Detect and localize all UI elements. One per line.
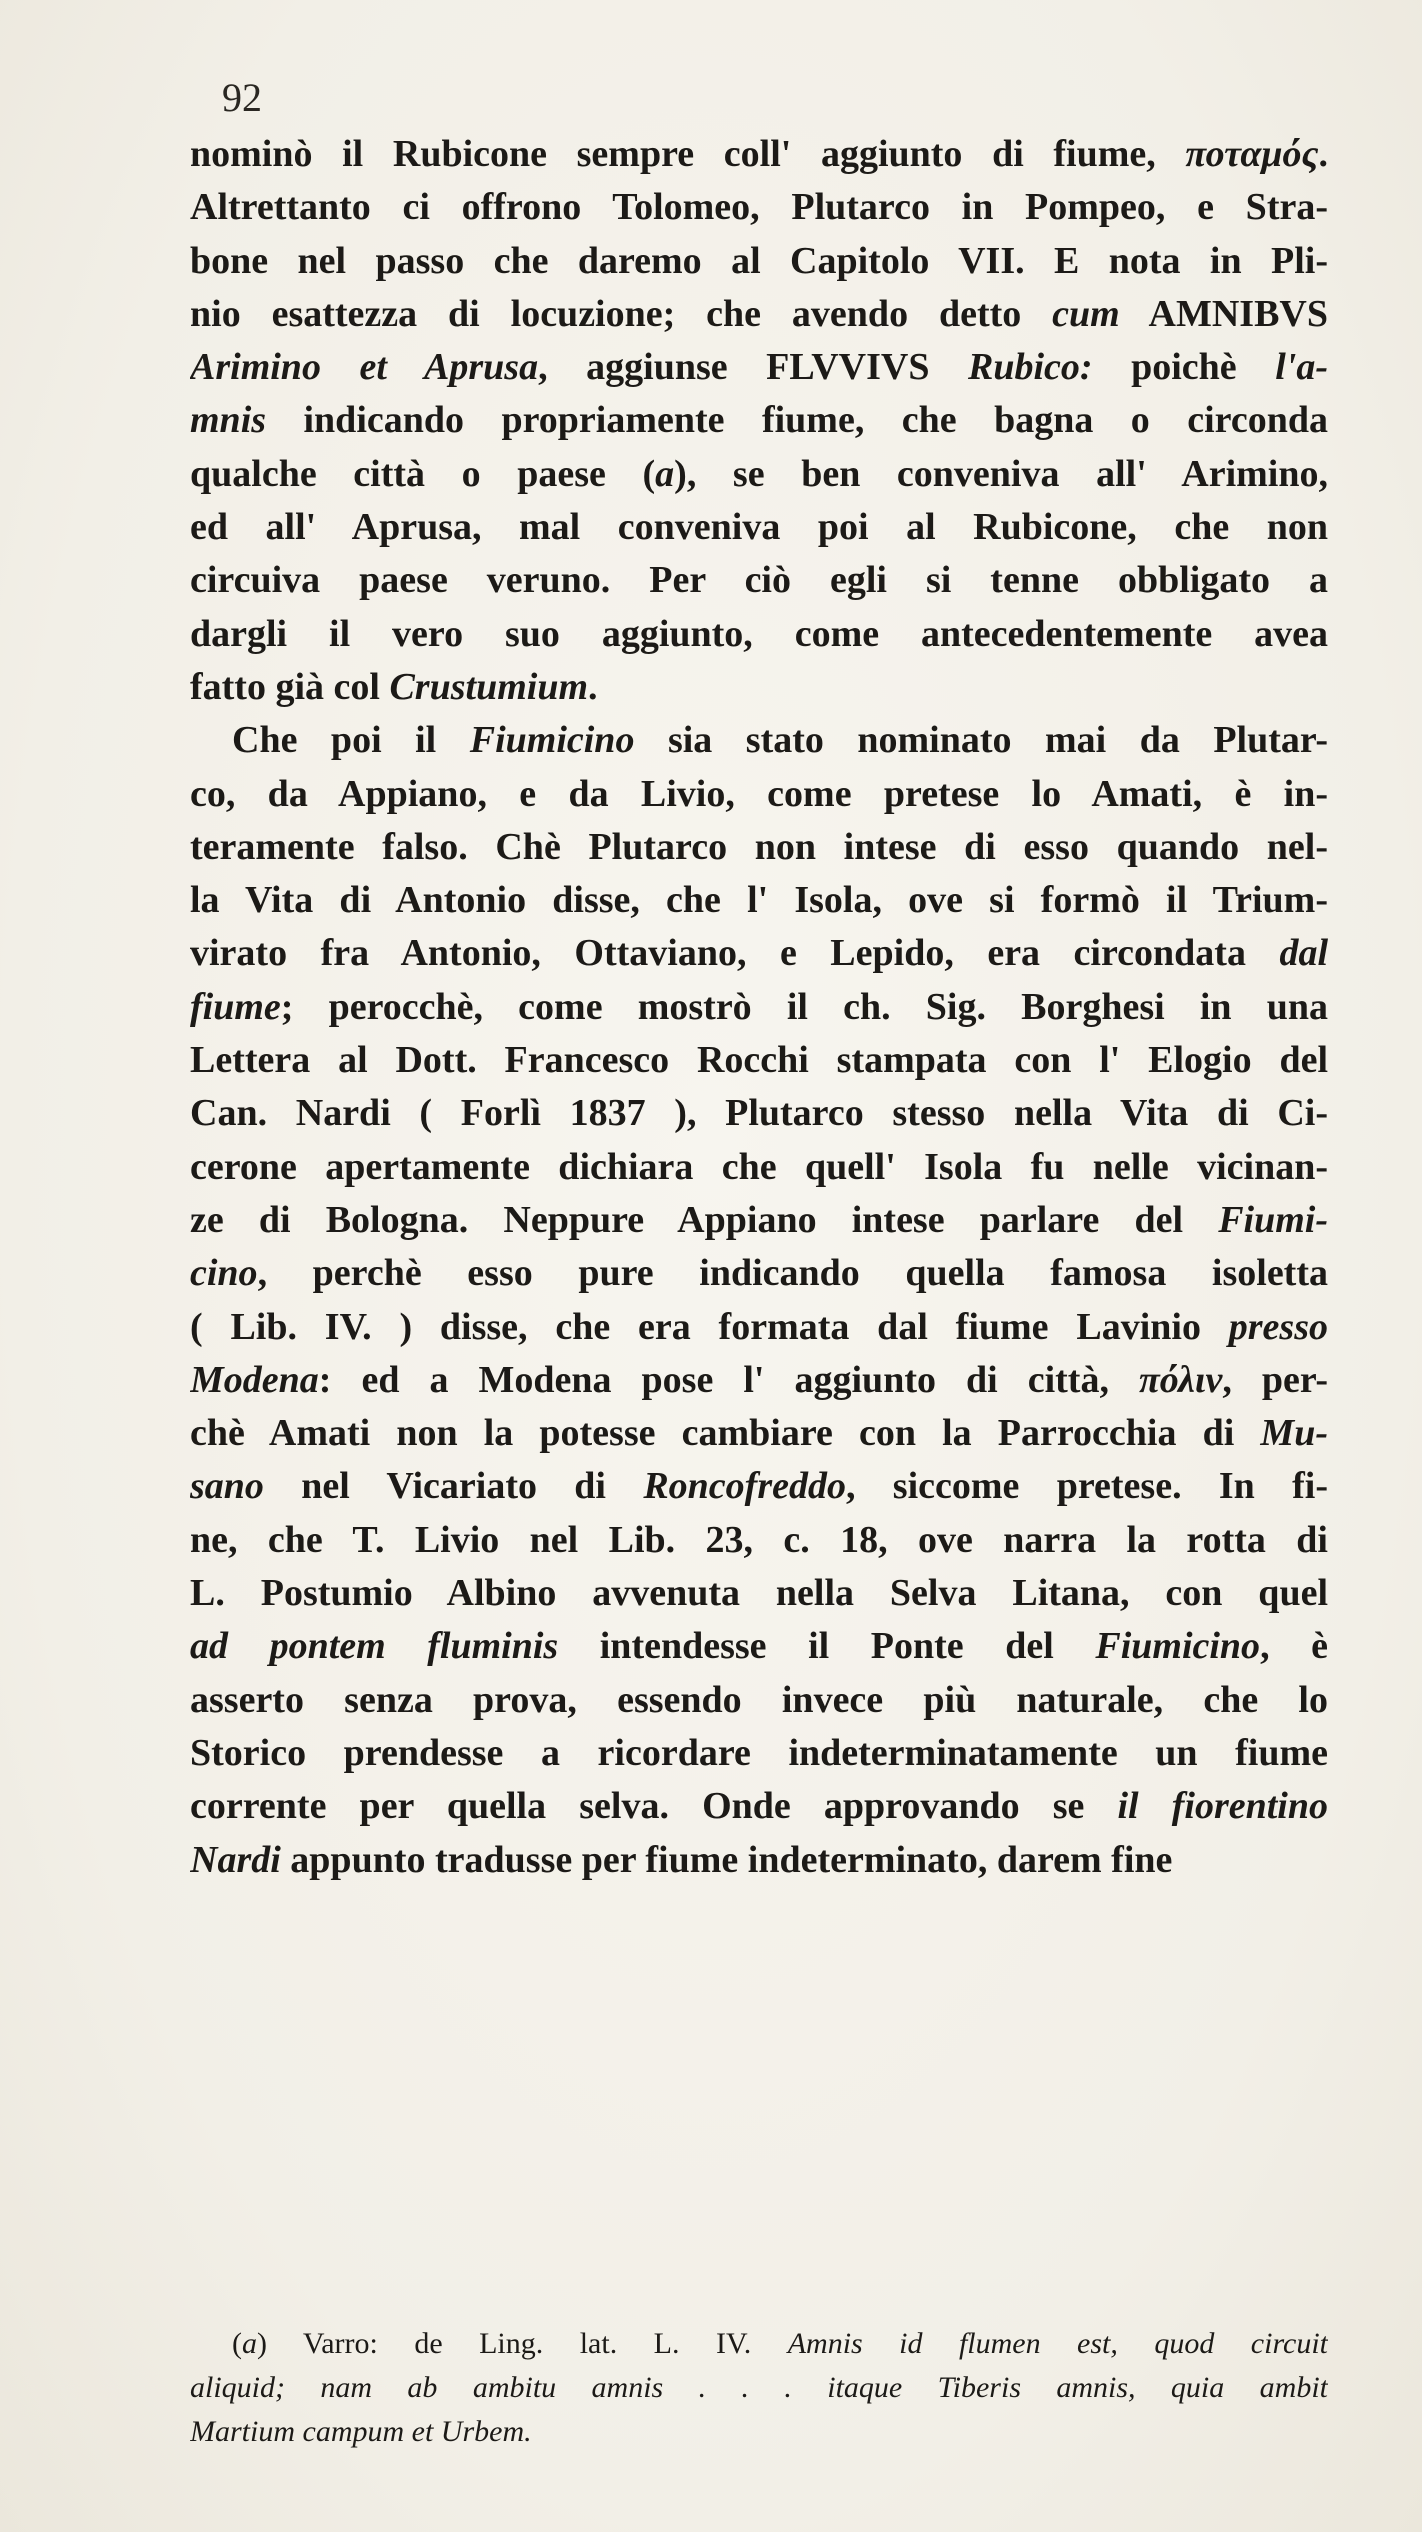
text-run: ποταμός: [1185, 133, 1319, 175]
text-run: ), se ben conveniva all' Arimino,: [674, 452, 1328, 495]
text-run: ( Lib. IV. ) disse, che era formata dal fiume Lavinio: [190, 1305, 1229, 1348]
text-line: [190, 1674, 1328, 1727]
text-run: a: [655, 452, 675, 495]
text-line: [190, 1194, 1328, 1247]
text-line: [190, 501, 1328, 554]
text-run: virato fra Antonio, Ottaviano, e Lepido, era circondata: [190, 932, 1280, 975]
footnote-line: [190, 2410, 1328, 2454]
text-run: nel Vicariato di: [263, 1465, 644, 1508]
text-run: cum: [1052, 292, 1120, 335]
text-run: ; perocchè, come mostrò il ch. Sig. Borghesi in una: [280, 985, 1328, 1028]
text-run: Rubico:: [968, 346, 1093, 389]
text-run: cino: [190, 1252, 258, 1295]
text-run: , aggiunse FLVVIVS: [538, 346, 969, 389]
text-line: [190, 1407, 1328, 1460]
text-run: l'a-: [1275, 346, 1328, 389]
text-run: : ed a Modena pose l' aggiunto di città,: [318, 1358, 1139, 1401]
text-run: ) Varro: de Ling. lat. L. IV.: [257, 2327, 788, 2360]
text-run: cerone apertamente dichiara che quell' Isola fu nelle vicinan-: [190, 1145, 1328, 1188]
text-line: [190, 181, 1328, 234]
text-run: il fiorentino: [1117, 1785, 1328, 1828]
text-run: ed all' Aprusa, mal conveniva poi al Rubicone, che non: [190, 506, 1328, 549]
footnote: [190, 2322, 1328, 2454]
text-line: [190, 1247, 1328, 1300]
text-run: intendesse il Ponte del: [558, 1625, 1096, 1668]
text-run: sia stato nominato mai da Plutar-: [634, 719, 1328, 762]
footnote-line: [190, 2322, 1328, 2366]
text-run: Roncofreddo: [643, 1465, 846, 1508]
text-run: Altrettanto ci offrono Tolomeo, Plutarco in Pompeo, e Stra-: [190, 186, 1328, 229]
text-line: [190, 714, 1328, 767]
text-run: Che poi il: [232, 719, 470, 762]
text-run: indicando propriamente fiume, che bagna o circonda: [266, 399, 1328, 442]
text-run: la Vita di Antonio disse, che l' Isola, ove si formò il Trium-: [190, 879, 1328, 922]
text-run: bone nel passo che daremo al Capitolo VII. E nota in Pli-: [190, 239, 1328, 282]
body-text: [190, 128, 1328, 1887]
text-run: chè Amati non la potesse cambiare con la Parrocchia di: [190, 1412, 1261, 1455]
text-line: [190, 1087, 1328, 1140]
text-run: πόλιν: [1138, 1358, 1223, 1401]
text-run: Fiumi-: [1218, 1198, 1328, 1241]
text-run: qualche città o paese (: [190, 452, 656, 495]
text-run: nio esattezza di locuzione; che avendo detto: [190, 292, 1053, 335]
text-run: (: [232, 2327, 242, 2360]
text-line: [190, 1354, 1328, 1407]
text-run: .: [588, 665, 598, 708]
text-line: [190, 1567, 1328, 1620]
text-run: ad pontem fluminis: [190, 1625, 559, 1668]
text-run: Can. Nardi ( Forlì 1837 ), Plutarco stesso nella Vita di Ci-: [190, 1092, 1328, 1135]
text-line: [190, 1301, 1328, 1354]
text-run: L. Postumio Albino avvenuta nella Selva Litana, con quel: [190, 1572, 1328, 1615]
text-line: [190, 394, 1328, 447]
text-line: [190, 1620, 1328, 1673]
text-run: Fiumicino: [469, 719, 635, 762]
text-run: Martium campum et Urbem.: [190, 2415, 532, 2448]
text-run: Modena: [190, 1358, 319, 1401]
text-run: mnis: [190, 399, 267, 442]
text-run: appunto tradusse per fiume indeterminato, darem fine: [280, 1838, 1173, 1881]
text-line: [190, 235, 1328, 288]
text-line: [190, 1780, 1328, 1833]
text-run: Lettera al Dott. Francesco Rocchi stampata con l' Elogio del: [190, 1039, 1328, 1082]
text-line: [190, 768, 1328, 821]
text-line: [190, 1034, 1328, 1087]
text-line: [190, 927, 1328, 980]
text-run: dargli il vero suo aggiunto, come antecedentemente avea: [190, 612, 1328, 655]
text-line: [190, 1460, 1328, 1513]
text-run: teramente falso. Chè Plutarco non intese di esso quando nel-: [190, 825, 1328, 868]
text-run: sano: [190, 1465, 264, 1508]
text-line: [190, 1514, 1328, 1567]
footnote-line: [190, 2366, 1328, 2410]
text-run: aliquid; nam ab ambitu amnis . . . itaque Tiberis amnis, quia ambit: [190, 2371, 1328, 2404]
text-run: Nardi: [190, 1838, 281, 1881]
text-line: [190, 981, 1328, 1034]
text-run: Mu-: [1260, 1412, 1328, 1455]
text-run: Storico prendesse a ricordare indeterminatamente un fiume: [190, 1731, 1328, 1774]
text-line: [190, 1141, 1328, 1194]
text-run: .: [1318, 133, 1328, 175]
text-run: , perchè esso pure indicando quella famosa isoletta: [257, 1252, 1328, 1295]
text-line: [190, 341, 1328, 394]
text-run: a: [242, 2327, 257, 2360]
text-run: fiume: [190, 985, 281, 1028]
text-run: circuiva paese veruno. Per ciò egli si tenne obbligato a: [190, 559, 1328, 602]
text-run: , per-: [1222, 1358, 1328, 1401]
text-run: asserto senza prova, essendo invece più naturale, che lo: [190, 1678, 1328, 1721]
text-run: Arimino et Aprusa: [190, 346, 539, 389]
text-line: [190, 821, 1328, 874]
text-run: Amnis id flumen est, quod circuit: [787, 2327, 1328, 2360]
text-run: dal: [1279, 932, 1328, 975]
text-line: [190, 874, 1328, 927]
text-line: [190, 128, 1328, 181]
text-run: AMNIBVS: [1119, 292, 1328, 335]
text-line: [190, 448, 1328, 501]
text-line: [190, 1834, 1328, 1887]
text-line: [190, 288, 1328, 341]
text-line: [190, 1727, 1328, 1780]
text-run: corrente per quella selva. Onde approvando se: [190, 1785, 1118, 1828]
text-run: Crustumium: [389, 665, 589, 708]
text-line: [190, 661, 1328, 714]
text-run: ne, che T. Livio nel Lib. 23, c. 18, ove narra la rotta di: [190, 1518, 1328, 1561]
text-run: ze di Bologna. Neppure Appiano intese parlare del: [190, 1198, 1219, 1241]
text-run: co, da Appiano, e da Livio, come pretese lo Amati, è in-: [190, 772, 1328, 815]
text-run: , è: [1260, 1625, 1328, 1668]
text-run: Fiumicino: [1095, 1625, 1261, 1668]
text-run: , siccome pretese. In fi-: [845, 1465, 1328, 1508]
text-line: [190, 554, 1328, 607]
text-run: fatto già col: [190, 665, 390, 708]
page-number: 92: [222, 75, 262, 120]
text-run: poichè: [1092, 346, 1276, 389]
text-run: presso: [1228, 1305, 1328, 1348]
text-line: [190, 608, 1328, 661]
text-run: nominò il Rubicone sempre coll' aggiunto di fiume,: [190, 133, 1186, 175]
